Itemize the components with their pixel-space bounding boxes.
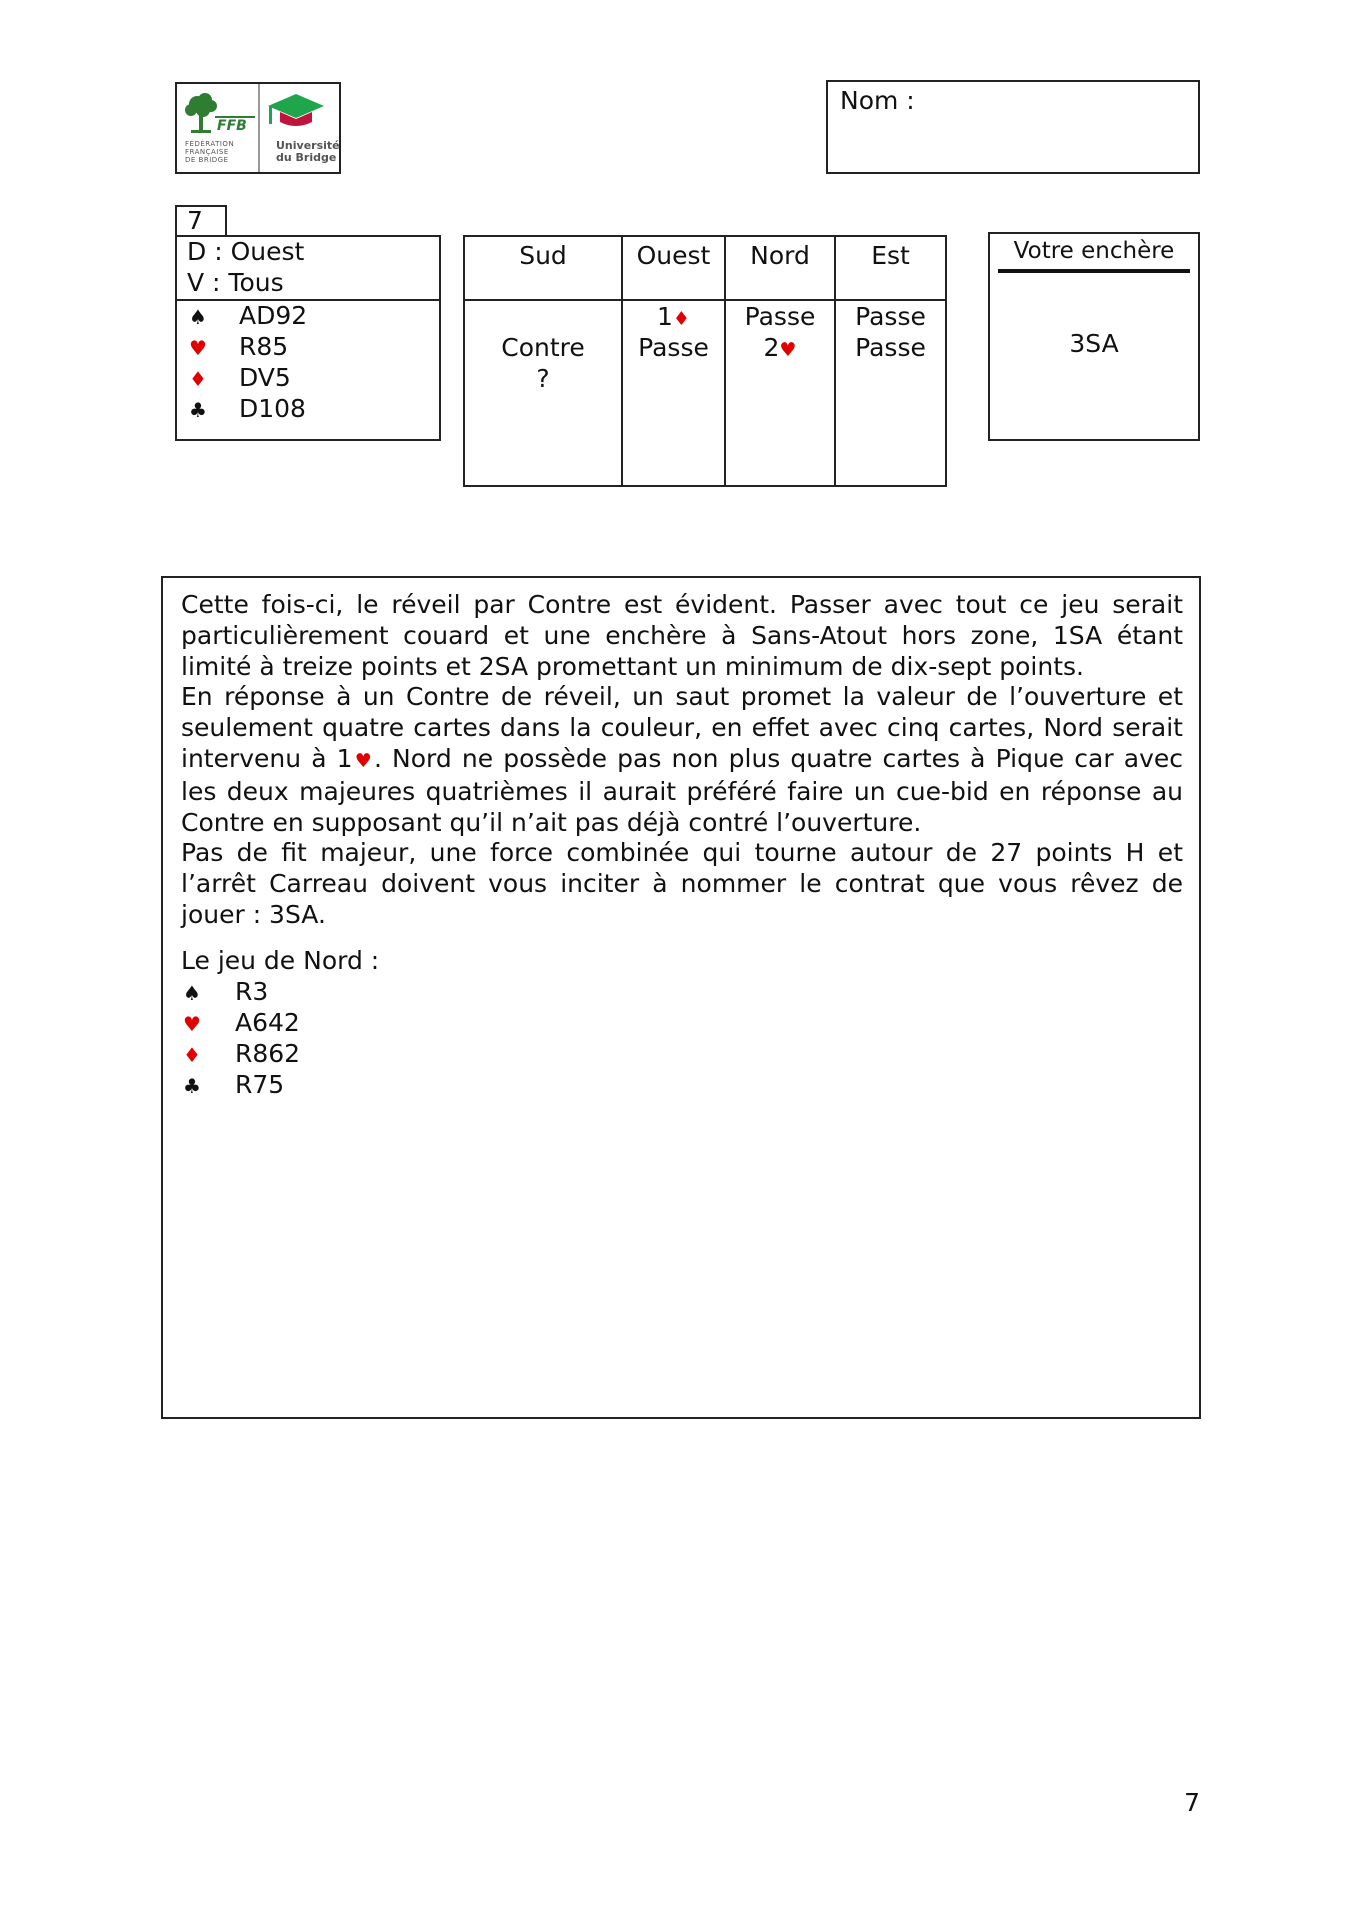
universite-caption-2: du Bridge <box>276 151 337 164</box>
diamond-cards: DV5 <box>239 363 291 392</box>
name-label: Nom : <box>840 86 915 115</box>
universite-caption-1: Université <box>276 139 340 152</box>
north-clubs <box>183 1070 284 1102</box>
your-bid-value: 3SA <box>1069 329 1119 358</box>
your-bid-underline <box>998 269 1190 273</box>
club-icon: ♣ <box>189 398 207 422</box>
club-icon: ♣ <box>183 1074 201 1098</box>
ffb-logo <box>177 84 258 172</box>
ffb-caption-2: FRANÇAISE <box>185 148 229 156</box>
header-est: Est <box>871 241 910 270</box>
commentary-text <box>181 590 1183 931</box>
heart-cards: R85 <box>239 332 289 361</box>
north-diamonds <box>183 1039 300 1071</box>
bid-est-2: Passe <box>855 333 926 362</box>
heart-icon: ♥ <box>183 1012 201 1036</box>
ffb-caption-1: FÉDÉRATION <box>185 140 235 148</box>
hand-diamonds <box>189 363 291 394</box>
commentary-paragraph-1: Cette fois-ci, le réveil par Contre est évident. Passer avec tout ce jeu serait particulièrement couard et une enchère à Sans-Atout hors zone, 1SA étant limité à treize points et 2SA promettant un minimum de dix-sept points. <box>181 590 1183 681</box>
diamond-icon: ♦ <box>183 1043 201 1067</box>
bidding-table <box>463 235 947 487</box>
north-club-cards: R75 <box>235 1070 285 1099</box>
heart-icon: ♥ <box>189 336 207 360</box>
commentary-p2-end: . Nord ne possède pas non plus quatre cartes à Pique car avec les deux majeures quatrièmes il aurait préféré faire un cue-bid en réponse au Contre en supposant qu’il n’ait pas déjà contré l’ouverture. <box>181 743 1183 837</box>
deal-number: 7 <box>175 205 227 237</box>
name-field[interactable] <box>826 80 1200 174</box>
bid-ouest-2: Passe <box>638 333 709 362</box>
diamond-icon: ♦ <box>672 308 690 330</box>
bid-sud-1: Contre <box>501 333 585 362</box>
header-sud: Sud <box>519 241 567 270</box>
heart-icon: ♥ <box>352 749 374 772</box>
your-bid-label: Votre enchère <box>1013 238 1175 264</box>
header-nord: Nord <box>750 241 810 270</box>
vulnerability-info: V : Tous <box>187 268 284 297</box>
column-sud <box>465 237 621 485</box>
graduation-cap-icon <box>266 92 326 136</box>
column-nord <box>724 237 834 485</box>
ffb-universite-logo <box>175 82 341 174</box>
club-cards: D108 <box>239 394 306 423</box>
column-est <box>834 237 945 485</box>
commentary-paragraph-3: Pas de fit majeur, une force combinée qui tourne autour de 27 points H et l’arrêt Carreau doivent vous inciter à nommer le contrat que vous rêvez de jouer : 3SA. <box>181 838 1183 929</box>
commentary-box <box>161 576 1201 1419</box>
spade-icon: ♠ <box>183 981 201 1005</box>
bid-nord-1: Passe <box>744 302 816 331</box>
hand-clubs <box>189 394 306 425</box>
north-spade-cards: R3 <box>235 977 269 1006</box>
commentary-paragraph-2 <box>181 682 1183 838</box>
north-hand-title: Le jeu de Nord : <box>181 946 380 975</box>
hand-hearts <box>189 332 288 363</box>
bid-level: 1 <box>657 302 673 331</box>
diamond-icon: ♦ <box>189 367 207 391</box>
north-heart-cards: A642 <box>235 1008 300 1037</box>
column-ouest <box>621 237 724 485</box>
bid-est-1: Passe <box>855 302 926 331</box>
heart-icon: ♥ <box>779 339 797 361</box>
ffb-caption-3: DE BRIDGE <box>185 156 229 164</box>
universite-logo <box>258 84 339 172</box>
bid-sud-2: ? <box>536 364 550 393</box>
south-hand-box <box>175 235 441 441</box>
tree-icon <box>179 90 259 146</box>
page-number: 7 <box>1184 1788 1200 1817</box>
north-hearts <box>183 1008 300 1040</box>
bid-nord-2 <box>726 332 834 366</box>
north-spades <box>183 977 268 1009</box>
hand-spades <box>189 301 307 332</box>
spade-cards: AD92 <box>239 301 308 330</box>
bid-ouest-1 <box>623 301 724 335</box>
commentary-p2-start: En réponse à un Contre de réveil, un saut promet la valeur de l’ouverture et seulement quatre cartes dans la couleur, en effet avec cinq cartes, Nord serait intervenu à 1 <box>181 682 1183 773</box>
dealer-info: D : Ouest <box>187 237 305 266</box>
ffb-mark: FFB <box>217 118 247 134</box>
bid-level: 2 <box>763 333 780 362</box>
header-ouest: Ouest <box>636 241 711 270</box>
north-diamond-cards: R862 <box>235 1039 301 1068</box>
spade-icon: ♠ <box>189 305 207 329</box>
your-bid-box[interactable] <box>988 232 1200 441</box>
